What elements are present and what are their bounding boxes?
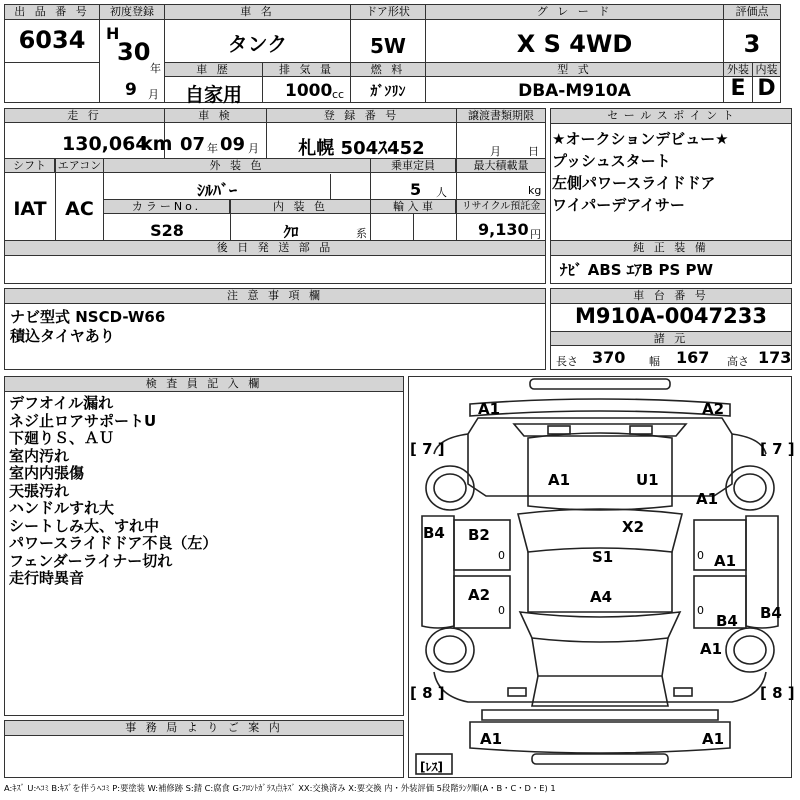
- inspector-note: 走行時異音: [9, 569, 85, 587]
- width-value: 167: [676, 348, 710, 367]
- door-marker: 0: [498, 549, 505, 562]
- inspector-note: 下廻りＳ、ＡＵ: [9, 429, 115, 447]
- transfer-doc-label: 譲渡書類期限: [457, 109, 545, 123]
- caution-line-2: 積込タイヤあり: [10, 327, 115, 345]
- spare-tyre: [ﾚｽ]: [420, 760, 443, 774]
- score-label: 評価点: [724, 5, 780, 20]
- inspector-note: デフオイル漏れ: [9, 394, 114, 412]
- caution-line-1: ナビ型式 NSCD-W66: [10, 308, 166, 326]
- grade-value: X S 4WD: [516, 30, 633, 58]
- damage-mark: A4: [590, 588, 613, 606]
- equipment-label: 純 正 装 備: [551, 241, 791, 256]
- plate-label: 登 録 番 号: [267, 109, 456, 123]
- inspection-month-unit: 月: [248, 142, 259, 155]
- exterior-label: 外装: [724, 63, 752, 77]
- recycle-unit: 円: [530, 228, 541, 241]
- damage-mark: A1: [480, 730, 503, 748]
- inspection-year-unit: 年: [207, 142, 218, 155]
- capacity-value: 5: [410, 180, 422, 199]
- damage-mark: A1: [700, 640, 723, 658]
- displacement-value: 1000: [285, 81, 333, 101]
- tyre-rear-left: [ 8 ]: [410, 684, 445, 702]
- width-label: 幅: [649, 355, 660, 368]
- inspector-label: 検 査 員 記 入 欄: [5, 377, 403, 392]
- parts-label: 後 日 発 送 部 品: [5, 241, 545, 256]
- grade-label: グ レ ー ド: [426, 5, 723, 20]
- ac-value: AC: [65, 198, 94, 220]
- capacity-label: 乗車定員: [371, 159, 456, 173]
- displacement-unit: cc: [332, 88, 345, 101]
- damage-mark: A1: [714, 552, 737, 570]
- tyre-rear-right: [ 8 ]: [760, 684, 795, 702]
- length-value: 370: [592, 348, 626, 367]
- sales-point-1: ★オークションデビュー★: [552, 130, 729, 148]
- door-marker: 0: [697, 549, 704, 562]
- recycle-value: 9,130: [478, 220, 529, 239]
- mileage-value: 130,064: [62, 133, 149, 155]
- model-code-value: DBA-M910A: [518, 81, 631, 101]
- import-label: 輸 入 車: [371, 200, 456, 214]
- inspector-note: ネジ止ロアサポートU: [9, 411, 157, 430]
- tyre-front-left: [ 7 ]: [410, 440, 445, 458]
- tyre-front-right: [ 7 ]: [760, 440, 795, 458]
- capacity-unit: 人: [436, 186, 447, 199]
- lot-label: 出 品 番 号: [5, 5, 99, 20]
- damage-mark: A1: [696, 490, 719, 508]
- plate-value: 札幌 504ｽ452: [298, 138, 425, 159]
- damage-mark: U1: [636, 471, 659, 489]
- ext-color-label: 外 装 色: [104, 159, 370, 173]
- first-reg-label: 初度登録: [100, 5, 164, 20]
- height-value: 173: [758, 348, 792, 367]
- damage-mark: X2: [622, 518, 645, 536]
- damage-mark: A1: [478, 400, 501, 418]
- displacement-label: 排 気 量: [263, 63, 350, 77]
- fuel-value: ｶﾞｿﾘﾝ: [370, 84, 406, 100]
- history-label: 車 歴: [165, 63, 262, 77]
- max-load-unit: kg: [528, 184, 542, 197]
- damage-mark: B4: [760, 604, 782, 622]
- int-color-unit: 系: [356, 227, 367, 240]
- inspector-note: フェンダーライナー切れ: [9, 551, 173, 570]
- sales-points-label: セ ー ル ス ポ イ ン ト: [551, 109, 791, 124]
- inspector-note: ハンドルすれ大: [9, 499, 115, 517]
- sales-point-4: ワイパーデアイサー: [552, 196, 685, 214]
- damage-mark: B4: [423, 524, 445, 542]
- office-label: 事 務 局 よ り ご 案 内: [5, 721, 403, 736]
- first-reg-year-unit: 年: [150, 62, 161, 75]
- length-label: 長さ: [556, 355, 578, 368]
- legend: A:ｷｽﾞ U:ﾍｺﾐ B:ｷｽﾞを伴うﾍｺﾐ P:要塗装 W:補修跡 S:錆 C:腐食 G:ﾌﾛﾝﾄｶﾞﾗｽ点ｷｽﾞ XX:交換済み X:要交換 内・外装評価 5段階ﾗﾝｸ順(A・B・C・D・E) 1: [4, 783, 556, 793]
- mileage-label: 走 行: [5, 109, 164, 123]
- score-value: 3: [743, 30, 761, 58]
- ext-color-value: ｼﾙﾊﾞｰ: [196, 181, 237, 200]
- damage-mark: A2: [702, 400, 725, 418]
- equipment-value: ﾅﾋﾞ ABS ｴｱB PS PW: [560, 261, 714, 279]
- sales-point-2: プッシュスタート: [552, 152, 671, 170]
- int-color-label: 内 装 色: [231, 200, 370, 214]
- lot-number: 6034: [18, 26, 86, 54]
- height-label: 高さ: [727, 355, 749, 368]
- inspection-label: 車 検: [165, 109, 266, 123]
- door-type: 5W: [370, 34, 406, 58]
- transfer-doc-day: 日: [528, 145, 539, 158]
- inspector-note: 室内内張傷: [9, 464, 85, 482]
- damage-mark: A1: [702, 730, 725, 748]
- inspector-note: パワースライドドア不良（左）: [9, 534, 218, 552]
- car-name-label: 車 名: [165, 5, 350, 20]
- door-marker: 0: [697, 604, 704, 617]
- car-outline-diagram: [408, 376, 792, 778]
- shift-value: IAT: [13, 198, 47, 220]
- interior-value: D: [757, 76, 776, 101]
- inspection-month: 09: [220, 134, 246, 155]
- model-code-label: 型 式: [426, 63, 723, 77]
- transfer-doc-month: 月: [490, 145, 501, 158]
- recycle-label: リサイクル預託金: [457, 200, 545, 214]
- inspector-note: 室内汚れ: [9, 446, 70, 465]
- fuel-label: 燃 料: [351, 63, 425, 77]
- color-no-value: S28: [150, 221, 184, 240]
- first-reg-era: H: [106, 24, 120, 43]
- interior-label: 内装: [753, 63, 780, 77]
- inspection-year: 07: [180, 134, 206, 155]
- damage-mark: A1: [548, 471, 571, 489]
- damage-mark: A2: [468, 586, 491, 604]
- car-name: タンク: [227, 32, 288, 56]
- ac-label: エアコン: [57, 159, 102, 172]
- shift-label: シフト: [5, 159, 55, 173]
- inspector-note: 天張汚れ: [9, 481, 70, 500]
- specs-label: 諸 元: [551, 332, 791, 346]
- sales-point-3: 左側パワースライドドア: [552, 174, 716, 192]
- first-reg-month-unit: 月: [148, 88, 159, 101]
- damage-mark: S1: [592, 548, 614, 566]
- exterior-value: E: [730, 76, 746, 101]
- damage-mark: B2: [468, 526, 490, 544]
- first-reg-month: 9: [125, 80, 137, 100]
- door-label: ドア形状: [351, 5, 425, 20]
- chassis-number: M910A-0047233: [575, 304, 767, 328]
- caution-label: 注 意 事 項 欄: [5, 289, 545, 304]
- inspector-note: シートしみ大、すれ中: [9, 516, 160, 535]
- inspector-notes: [9, 395, 217, 588]
- first-reg-year: 30: [117, 38, 151, 66]
- color-no-label: カラーNo.: [104, 200, 230, 214]
- door-marker: 0: [498, 604, 505, 617]
- int-color-value: ｸﾛ: [283, 223, 299, 241]
- max-load-label: 最大積載量: [457, 159, 545, 173]
- history-value: 自家用: [184, 84, 242, 106]
- chassis-label: 車 台 番 号: [551, 289, 791, 304]
- damage-mark: B4: [716, 612, 738, 630]
- mileage-unit: km: [140, 133, 173, 155]
